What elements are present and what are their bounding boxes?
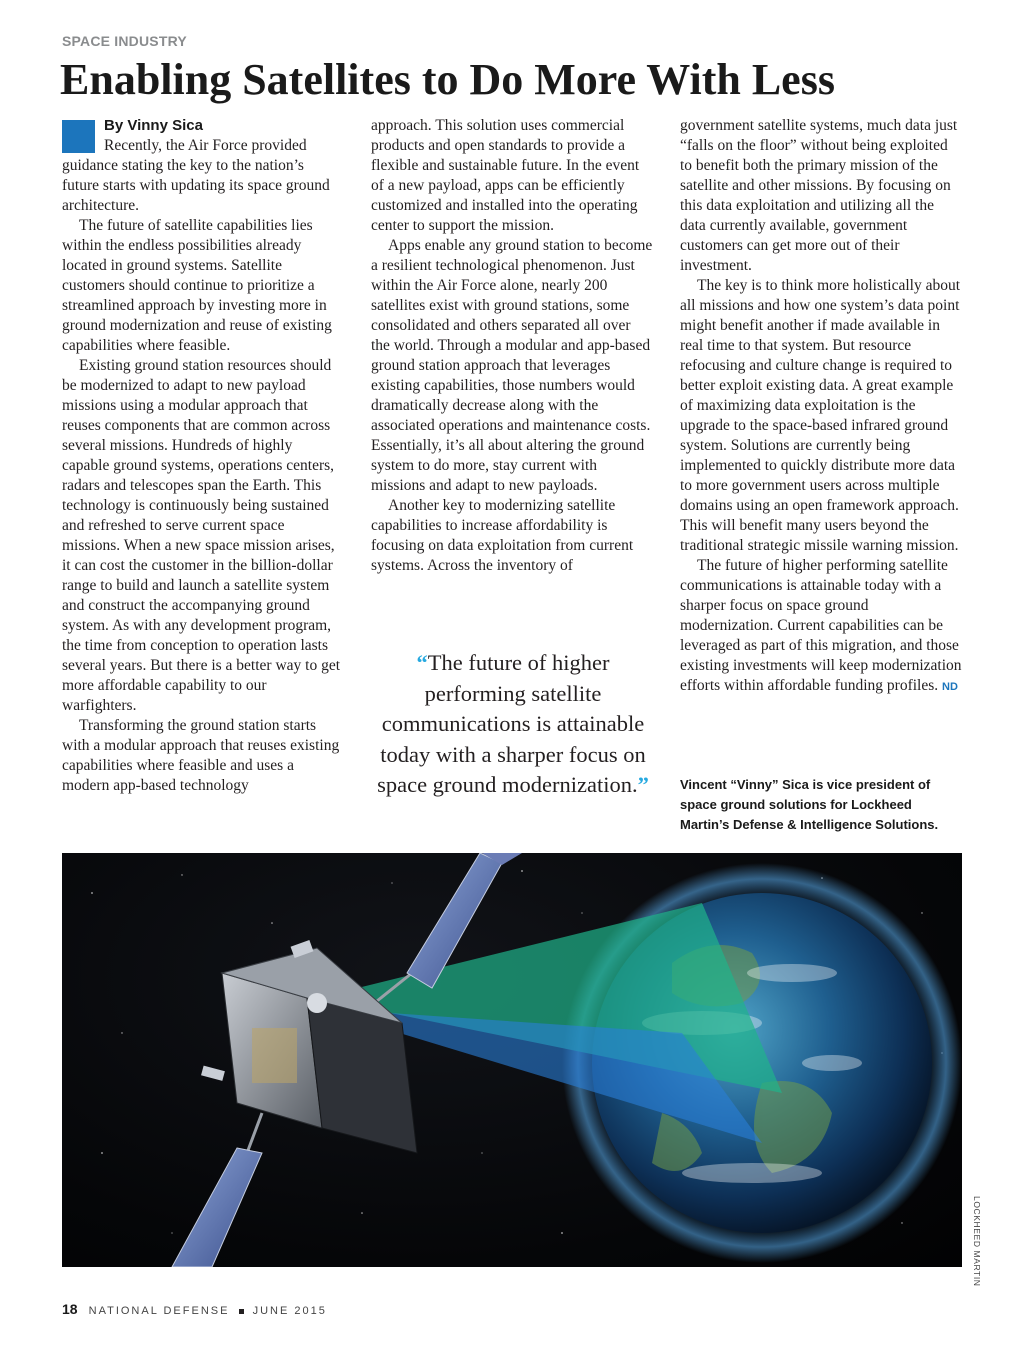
- article-column-1: [62, 116, 342, 796]
- paragraph: Existing ground station resources should be modernized to adapt to new payload missions using a modular approach that reuses components that are common across several missions. Hundreds of highly capable ground systems, operations centers, radars and telescopes span the Earth. This technology is continuously being sustained and refreshed to serve current space missions. When a new space mission arises, it can cost the customer in the billion-dollar range to build and launch a satellite system and construct the accompanying ground system. As with any development program, the time from conception to operation lasts several years. But there is a better way to get more affordable capability to our warfighters.: [62, 357, 341, 714]
- satellite-illustration: [62, 853, 962, 1267]
- satellite-earth-image: [62, 853, 962, 1267]
- paragraph: The key is to think more holistically about all missions and how one system’s data point might benefit another if made available in real time to that system. But resource refocusing and culture change is required to better exploit existing data. A great example of maximizing data exploitation is the upgrade to the space-based infrared ground system. Solutions are currently being implemented to quickly distribute more data to more government users across multiple domains using an open framework approach. This will benefit many users beyond the traditional strategic missile warning mission.: [680, 277, 961, 554]
- footer-separator: [239, 1309, 244, 1314]
- byline-row: [62, 116, 342, 136]
- pull-quote: [372, 648, 654, 801]
- article-column-2: [371, 116, 653, 576]
- paragraph: The future of higher performing satellite communications is attainable today with a sharper focus on space ground modernization. Current capabilities can be leveraged as part of this migration, and those existing investments will keep modernization efforts within affordable funding profiles. ND: [680, 557, 962, 694]
- photo-credit: LOCKHEED MARTIN: [972, 1196, 982, 1287]
- close-quote-mark: ”: [637, 772, 649, 797]
- paragraph: Transforming the ground station starts with a modular approach that reuses existing capabilities where feasible and uses a modern app-based technology: [62, 717, 340, 794]
- satellite-body: [222, 948, 417, 1153]
- paragraph: Another key to modernizing satellite capabilities to increase affordability is focusing on data exploitation from current systems. Across the inventory of: [371, 497, 634, 574]
- page-number: 18: [62, 1301, 78, 1317]
- page-footer: [62, 1301, 327, 1317]
- issue-date: JUNE 2015: [252, 1305, 327, 1317]
- section-marker-square: [62, 120, 95, 153]
- paragraph: government satellite systems, much data just “falls on the floor” without being exploited to benefit both the primary mission of the satellite and other missions. By focusing on this data exploitation and utilizing all the data currently available, government customers can get more out of their investment.: [680, 117, 958, 274]
- end-mark: ND: [942, 681, 958, 693]
- paragraph: Recently, the Air Force provided guidance stating the key to the nation’s future starts with updating its space ground architecture.: [62, 137, 330, 214]
- section-kicker: SPACE INDUSTRY: [62, 33, 187, 49]
- headline: Enabling Satellites to Do More With Less: [60, 55, 835, 104]
- open-quote-mark: “: [416, 650, 428, 675]
- lower-solar-array: [172, 1113, 262, 1267]
- paragraph: Apps enable any ground station to become a resilient technological phenomenon. Just within the Air Force alone, nearly 200 satellites exist with ground stations, some consolidated and others separated all over the world. Through a modular and app-based ground station approach that leverages existing capabilities, those numbers would dramatically decrease along with the associated operations and maintenance costs. Essentially, it’s all about altering the ground system to do more, stay current with missions and adapt to new payloads.: [371, 237, 653, 494]
- antenna-dish: [307, 993, 327, 1013]
- pull-quote-text: The future of higher performing satellite communications is attainable today with a sharper focus on space ground modernization.: [377, 650, 646, 797]
- paragraph: approach. This solution uses commercial products and open standards to provide a flexible and sustainable future. In the event of a new payload, apps can be efficiently customized and installed into the operating center to support the mission.: [371, 117, 640, 234]
- paragraph: The future of satellite capabilities lies within the endless possibilities already located in ground systems. Satellite customers should continue to prioritize a streamlined approach by investing more in ground modernization and reuse of existing capabilities where feasible.: [62, 217, 332, 354]
- byline: By Vinny Sica: [104, 117, 203, 134]
- author-bio: Vincent “Vinny” Sica is vice president of space ground solutions for Lockheed Martin’s Defense & Intelligence Solutions.: [680, 777, 939, 832]
- article-column-3: [680, 116, 962, 697]
- publication-name: NATIONAL DEFENSE: [88, 1305, 230, 1317]
